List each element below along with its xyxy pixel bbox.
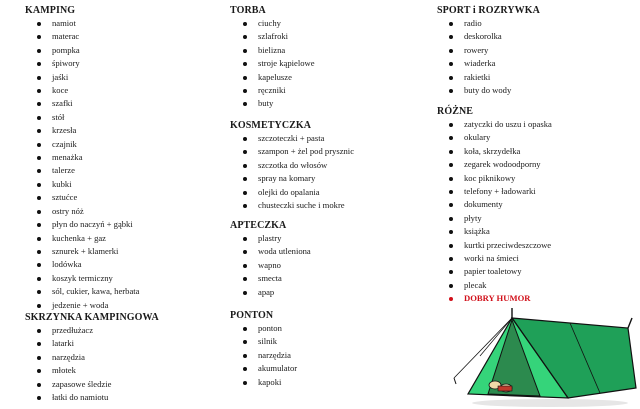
list-apteczka	[258, 232, 311, 299]
section-kosmetyczka	[230, 119, 354, 212]
list-kamping	[52, 17, 139, 312]
list-item-apteczka: wapno	[258, 259, 311, 272]
section-sport	[437, 4, 540, 97]
list-item-kamping: krzesła	[52, 124, 139, 137]
list-item-skrzynka: latarki	[52, 337, 159, 350]
list-item-torba: bielizna	[258, 44, 315, 57]
list-item-torba: ciuchy	[258, 17, 315, 30]
list-item-kamping: sztućce	[52, 191, 139, 204]
list-item-skrzynka: przedłużacz	[52, 324, 159, 337]
list-item-ponton: ponton	[258, 322, 297, 335]
list-item-torba: szlafroki	[258, 30, 315, 43]
list-item-rozne: kurtki przeciwdeszczowe	[464, 239, 552, 252]
section-ponton	[230, 309, 297, 389]
section-torba	[230, 4, 315, 111]
section-title-sport: SPORT i ROZRYWKA	[437, 5, 540, 16]
list-item-kamping: lodówka	[52, 258, 139, 271]
list-sport	[464, 17, 540, 97]
list-item-kamping: sól, cukier, kawa, herbata	[52, 285, 139, 298]
list-skrzynka	[52, 324, 159, 404]
tent-pole-back	[628, 318, 632, 328]
list-item-rozne: dokumenty	[464, 198, 552, 211]
list-item-rozne: koc piknikowy	[464, 172, 552, 185]
list-item-kamping: pompka	[52, 44, 139, 57]
list-item-kamping: namiot	[52, 17, 139, 30]
section-title-ponton: PONTON	[230, 310, 274, 321]
list-item-rozne: papier toaletowy	[464, 265, 552, 278]
list-item-kosmetyczka: szampon + żel pod prysznic	[258, 145, 354, 158]
list-item-torba: ręczniki	[258, 84, 315, 97]
list-item-apteczka: woda utleniona	[258, 245, 311, 258]
list-item-kamping: kubki	[52, 178, 139, 191]
list-item-sport: buty do wody	[464, 84, 540, 97]
list-item-skrzynka: młotek	[52, 364, 159, 377]
list-item-ponton: akumulator	[258, 362, 297, 375]
list-item-skrzynka: narzędzia	[52, 351, 159, 364]
list-item-kamping: materac	[52, 30, 139, 43]
list-item-ponton: kapoki	[258, 376, 297, 389]
ground-shadow	[472, 399, 628, 407]
list-item-kamping: stół	[52, 111, 139, 124]
list-item-kamping: śpiwory	[52, 57, 139, 70]
section-title-kosmetyczka: KOSMETYCZKA	[230, 120, 312, 131]
list-item-rozne: okulary	[464, 131, 552, 144]
list-item-rozne: zegarek wodoodporny	[464, 158, 552, 171]
list-item-rozne: koła, skrzydełka	[464, 145, 552, 158]
list-item-skrzynka: łatki do namiotu	[52, 391, 159, 404]
list-item-ponton: silnik	[258, 335, 297, 348]
section-title-skrzynka: SKRZYNKA KAMPINGOWA	[25, 312, 159, 323]
list-item-sport: rowery	[464, 44, 540, 57]
list-item-kosmetyczka: spray na komary	[258, 172, 354, 185]
list-item-kamping: koce	[52, 84, 139, 97]
section-kamping	[25, 4, 139, 312]
list-item-apteczka: plastry	[258, 232, 311, 245]
list-item-sport: wiaderka	[464, 57, 540, 70]
list-item-kamping: jedzenie + woda	[52, 299, 139, 312]
list-item-kamping: czajnik	[52, 138, 139, 151]
section-title-torba: TORBA	[230, 5, 266, 16]
list-item-kamping: szafki	[52, 97, 139, 110]
list-item-kamping: jaśki	[52, 71, 139, 84]
list-item-sport: rakietki	[464, 71, 540, 84]
list-item-kosmetyczka: szczoteczki + pasta	[258, 132, 354, 145]
list-item-apteczka: apap	[258, 286, 311, 299]
list-item-skrzynka: zapasowe śledzie	[52, 378, 159, 391]
list-item-kosmetyczka: olejki do opalania	[258, 186, 354, 199]
list-item-sport: deskorolka	[464, 30, 540, 43]
section-title-rozne: RÓŻNE	[437, 106, 474, 117]
list-item-rozne: telefony + ładowarki	[464, 185, 552, 198]
list-item-rozne: zatyczki do uszu i opaska	[464, 118, 552, 131]
list-rozne	[464, 118, 552, 306]
list-item-torba: stroje kąpielowe	[258, 57, 315, 70]
list-item-kamping: sznurek + klamerki	[52, 245, 139, 258]
list-item-apteczka: smecta	[258, 272, 311, 285]
tent-icon	[450, 306, 640, 409]
list-item-ponton: narzędzia	[258, 349, 297, 362]
list-item-rozne: książka	[464, 225, 552, 238]
list-item-rozne: plecak	[464, 279, 552, 292]
section-apteczka	[230, 219, 311, 299]
list-ponton	[258, 322, 297, 389]
list-item-kamping: kuchenka + gaz	[52, 232, 139, 245]
list-torba	[258, 17, 315, 111]
list-item-torba: buty	[258, 97, 315, 110]
list-item-kamping: talerze	[52, 164, 139, 177]
list-item-kamping: koszyk termiczny	[52, 272, 139, 285]
list-item-kamping: menażka	[52, 151, 139, 164]
list-item-kamping: płyn do naczyń + gąbki	[52, 218, 139, 231]
list-item-highlight: DOBRY HUMOR	[464, 292, 552, 305]
section-skrzynka	[25, 311, 159, 404]
list-kosmetyczka	[258, 132, 354, 212]
section-rozne	[437, 105, 552, 306]
list-item-rozne: worki na śmieci	[464, 252, 552, 265]
list-item-torba: kapelusze	[258, 71, 315, 84]
list-item-kosmetyczka: szczotka do włosów	[258, 159, 354, 172]
tent-peg-left	[454, 378, 456, 384]
list-item-rozne: płyty	[464, 212, 552, 225]
section-title-apteczka: APTECZKA	[230, 220, 287, 231]
list-item-kosmetyczka: chusteczki suche i mokre	[258, 199, 354, 212]
list-item-sport: radio	[464, 17, 540, 30]
list-item-kamping: ostry nóż	[52, 205, 139, 218]
section-title-kamping: KAMPING	[25, 5, 76, 16]
